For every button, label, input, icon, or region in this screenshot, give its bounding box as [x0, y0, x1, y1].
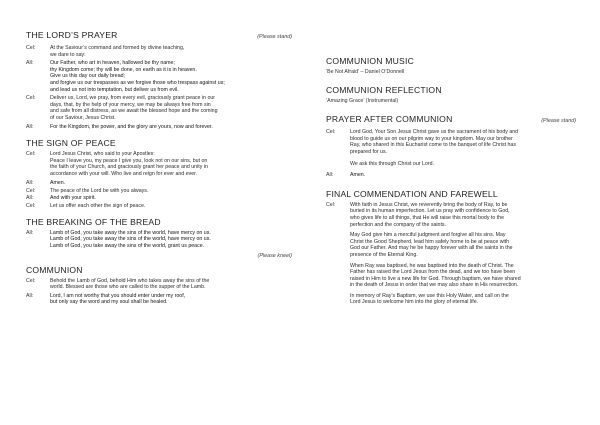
section-lords-prayer	[26, 30, 292, 130]
section-heading	[26, 30, 292, 42]
text-line: in the death of Jesus in order that we may also share in His resurrection.	[350, 282, 519, 289]
section-title: COMMUNION MUSIC	[326, 56, 414, 66]
text-line: and forgive us our trespasses as we forgive those who trespass against us;	[50, 79, 225, 86]
paragraph	[350, 293, 576, 306]
celebrant-response	[326, 202, 576, 310]
text-line: Amen.	[50, 179, 66, 186]
section-heading	[326, 85, 576, 95]
text-line: Father has raised the Lord Jesus from the dead, and we too have been	[350, 269, 516, 276]
text-line: God our Father. And may he be happy forever with all the saints in the	[350, 245, 513, 252]
text-line: Amen.	[350, 172, 366, 179]
section-title: COMMUNION REFLECTION	[326, 84, 442, 95]
celebrant-response	[326, 129, 576, 167]
celebrant-label: Cel:	[26, 277, 36, 284]
celebrant-response	[26, 45, 292, 58]
text-line: presence of the Eternal King.	[350, 251, 418, 258]
section-communion	[26, 265, 292, 306]
all-label: All:	[326, 172, 334, 179]
text-line: we dare to say:	[50, 51, 86, 58]
all-response	[326, 172, 576, 179]
text-line: thy Kingdom come; thy will be done, on earth as it is in heaven.	[50, 66, 197, 73]
all-response	[26, 230, 292, 250]
section-prayer-after-communion	[326, 114, 576, 179]
section-communion-music	[326, 56, 576, 76]
text-line: buried in its human imperfection. Let us pray with confidence to God,	[350, 208, 510, 215]
text-line: With faith in Jesus Christ, we reverently bring the body of Ray, to be	[350, 201, 508, 208]
text-line: When Ray was baptised, he was baptised into the death of Christ. The	[350, 262, 514, 269]
text-line: and lead us not into temptation, but deliver us from evil.	[50, 86, 179, 93]
section-title: PRAYER AFTER COMMUNION	[326, 114, 453, 125]
celebrant-response	[26, 151, 292, 177]
text-line: the faith of your Church, and graciously grant her peace and unity in	[50, 164, 208, 171]
paragraph	[350, 232, 576, 258]
text-line: Christ the Good Shepherd, lead him safely home to be at peace with	[350, 238, 510, 245]
section-breaking-of-bread	[26, 217, 292, 259]
section-heading	[326, 189, 576, 199]
celebrant-response	[26, 278, 292, 291]
celebrant-label: Cel:	[326, 201, 336, 208]
all-label: All:	[26, 229, 34, 236]
text-line: Let us offer each other the sign of peace.	[50, 203, 146, 210]
text-line: and safe from all distress, as we await the blessed hope and the coming	[50, 108, 218, 115]
all-label: All:	[26, 292, 34, 299]
text-line: And with your spirit.	[50, 194, 96, 201]
text-line: Lord Jesus Christ, who said to your Apostles:	[50, 151, 155, 158]
all-response	[26, 60, 292, 93]
all-label: All:	[26, 60, 34, 67]
text-line: who gives life to all things, that He will raise this mortal body to the	[350, 214, 505, 221]
text-line: May God give him a merciful judgment and forgive all his sins. May	[350, 232, 506, 239]
reflection-title: ‘Amazing Grace’ (Instrumental)	[326, 97, 399, 104]
section-final-commendation	[326, 189, 576, 310]
section-communion-reflection	[326, 85, 576, 105]
stand-instruction: (Please stand)	[257, 34, 292, 40]
stand-instruction: (Please stand)	[541, 118, 576, 125]
section-title: THE SIGN OF PEACE	[26, 138, 116, 149]
section-heading	[326, 114, 576, 126]
all-label: All:	[26, 179, 34, 186]
all-response	[26, 180, 292, 187]
left-column	[26, 30, 292, 313]
text-line: Our Father, who art in heaven, hallowed be thy name;	[50, 60, 175, 67]
section-sign-of-peace	[26, 138, 292, 210]
celebrant-response	[26, 188, 292, 195]
celebrant-response	[26, 95, 292, 121]
celebrant-label: Cel:	[26, 203, 36, 210]
text-line: accordance with your will. Who live and reign for ever and ever.	[50, 170, 198, 177]
text-line: prepared for us.	[350, 148, 388, 155]
text-line: Ray, who shared in this Eucharist come to the banquet of life Christ has	[350, 142, 516, 149]
text-line: Lord God, Your Son Jesus Christ gave us the sacrament of his body and	[350, 129, 519, 136]
text-line: For the Kingdom, the power, and the glory are yours, now and forever.	[50, 123, 213, 130]
text-line: Peace I leave you, my peace I give you, look not on our sins, but on	[50, 157, 208, 164]
text-line: In memory of Ray’s Baptism, we use this Holy Water, and call on the	[350, 292, 509, 299]
kneel-instruction: (Please kneel)	[257, 252, 292, 259]
paragraph	[350, 202, 576, 228]
section-heading	[26, 217, 292, 227]
text-line: days, that, by the help of your mercy, we may be always free from sin	[50, 101, 211, 108]
section-heading	[26, 138, 292, 148]
all-response	[26, 195, 292, 202]
celebrant-label: Cel:	[26, 151, 36, 158]
text-line: raised in Him to live a new life for God. Through baptism, we have shared	[350, 275, 521, 282]
section-heading	[326, 56, 576, 66]
text-line: perfection and the company of the saints.	[350, 221, 447, 228]
text-line: Give us this day our daily bread;	[50, 73, 125, 80]
text-line: Lord Jesus to welcome him into the glory of eternal life.	[350, 299, 479, 306]
text-line: blood to guide us on our pilgrim way to your kingdom. May our brother	[350, 135, 513, 142]
celebrant-label: Cel:	[26, 45, 36, 51]
all-label: All:	[26, 194, 34, 201]
music-title: ‘Be Not Afraid’ – Daniel O’Donnell	[326, 69, 405, 75]
right-column	[326, 56, 576, 317]
celebrant-response	[26, 203, 292, 210]
text-line: but only say the word and my soul shall be healed.	[50, 299, 168, 306]
celebrant-label: Cel:	[26, 188, 36, 195]
section-title: FINAL COMMENDATION AND FAREWELL	[326, 188, 498, 199]
section-title: THE LORD’S PRAYER	[26, 30, 118, 40]
all-response	[26, 293, 292, 306]
text-line: We ask this through Christ our Lord.	[350, 160, 434, 167]
text-line: The peace of the Lord be with you always.	[50, 188, 149, 195]
section-title: COMMUNION	[26, 264, 83, 275]
text-line: Lamb of God, you take away the sins of the world, have mercy on us.	[50, 236, 211, 243]
section-heading	[26, 265, 292, 275]
text-line: Behold the Lamb of God, behold Him who takes away the sins of the	[50, 277, 210, 284]
celebrant-label: Cel:	[26, 95, 36, 102]
all-response	[26, 124, 292, 131]
section-title: THE BREAKING OF THE BREAD	[26, 216, 161, 227]
celebrant-label: Cel:	[326, 129, 336, 136]
text-line: Deliver us, Lord, we pray, from every evil, graciously grant peace in our	[50, 95, 216, 102]
text-line: Lamb of God, you take away the sins of the world, have mercy on us.	[50, 229, 211, 236]
text-line: Lord, I am not worthy that you should enter under my roof,	[50, 292, 186, 299]
paragraph	[350, 263, 576, 289]
text-line: At the Saviour’s command and formed by divine teaching,	[50, 45, 185, 51]
text-line: of our Saviour, Jesus Christ.	[50, 114, 116, 121]
all-label: All:	[26, 123, 34, 130]
text-line: Lamb of God, you take away the sins of the world, grant us peace.	[50, 243, 205, 250]
text-line: world. Blessed are those who are called to the supper of the Lamb.	[50, 284, 206, 291]
